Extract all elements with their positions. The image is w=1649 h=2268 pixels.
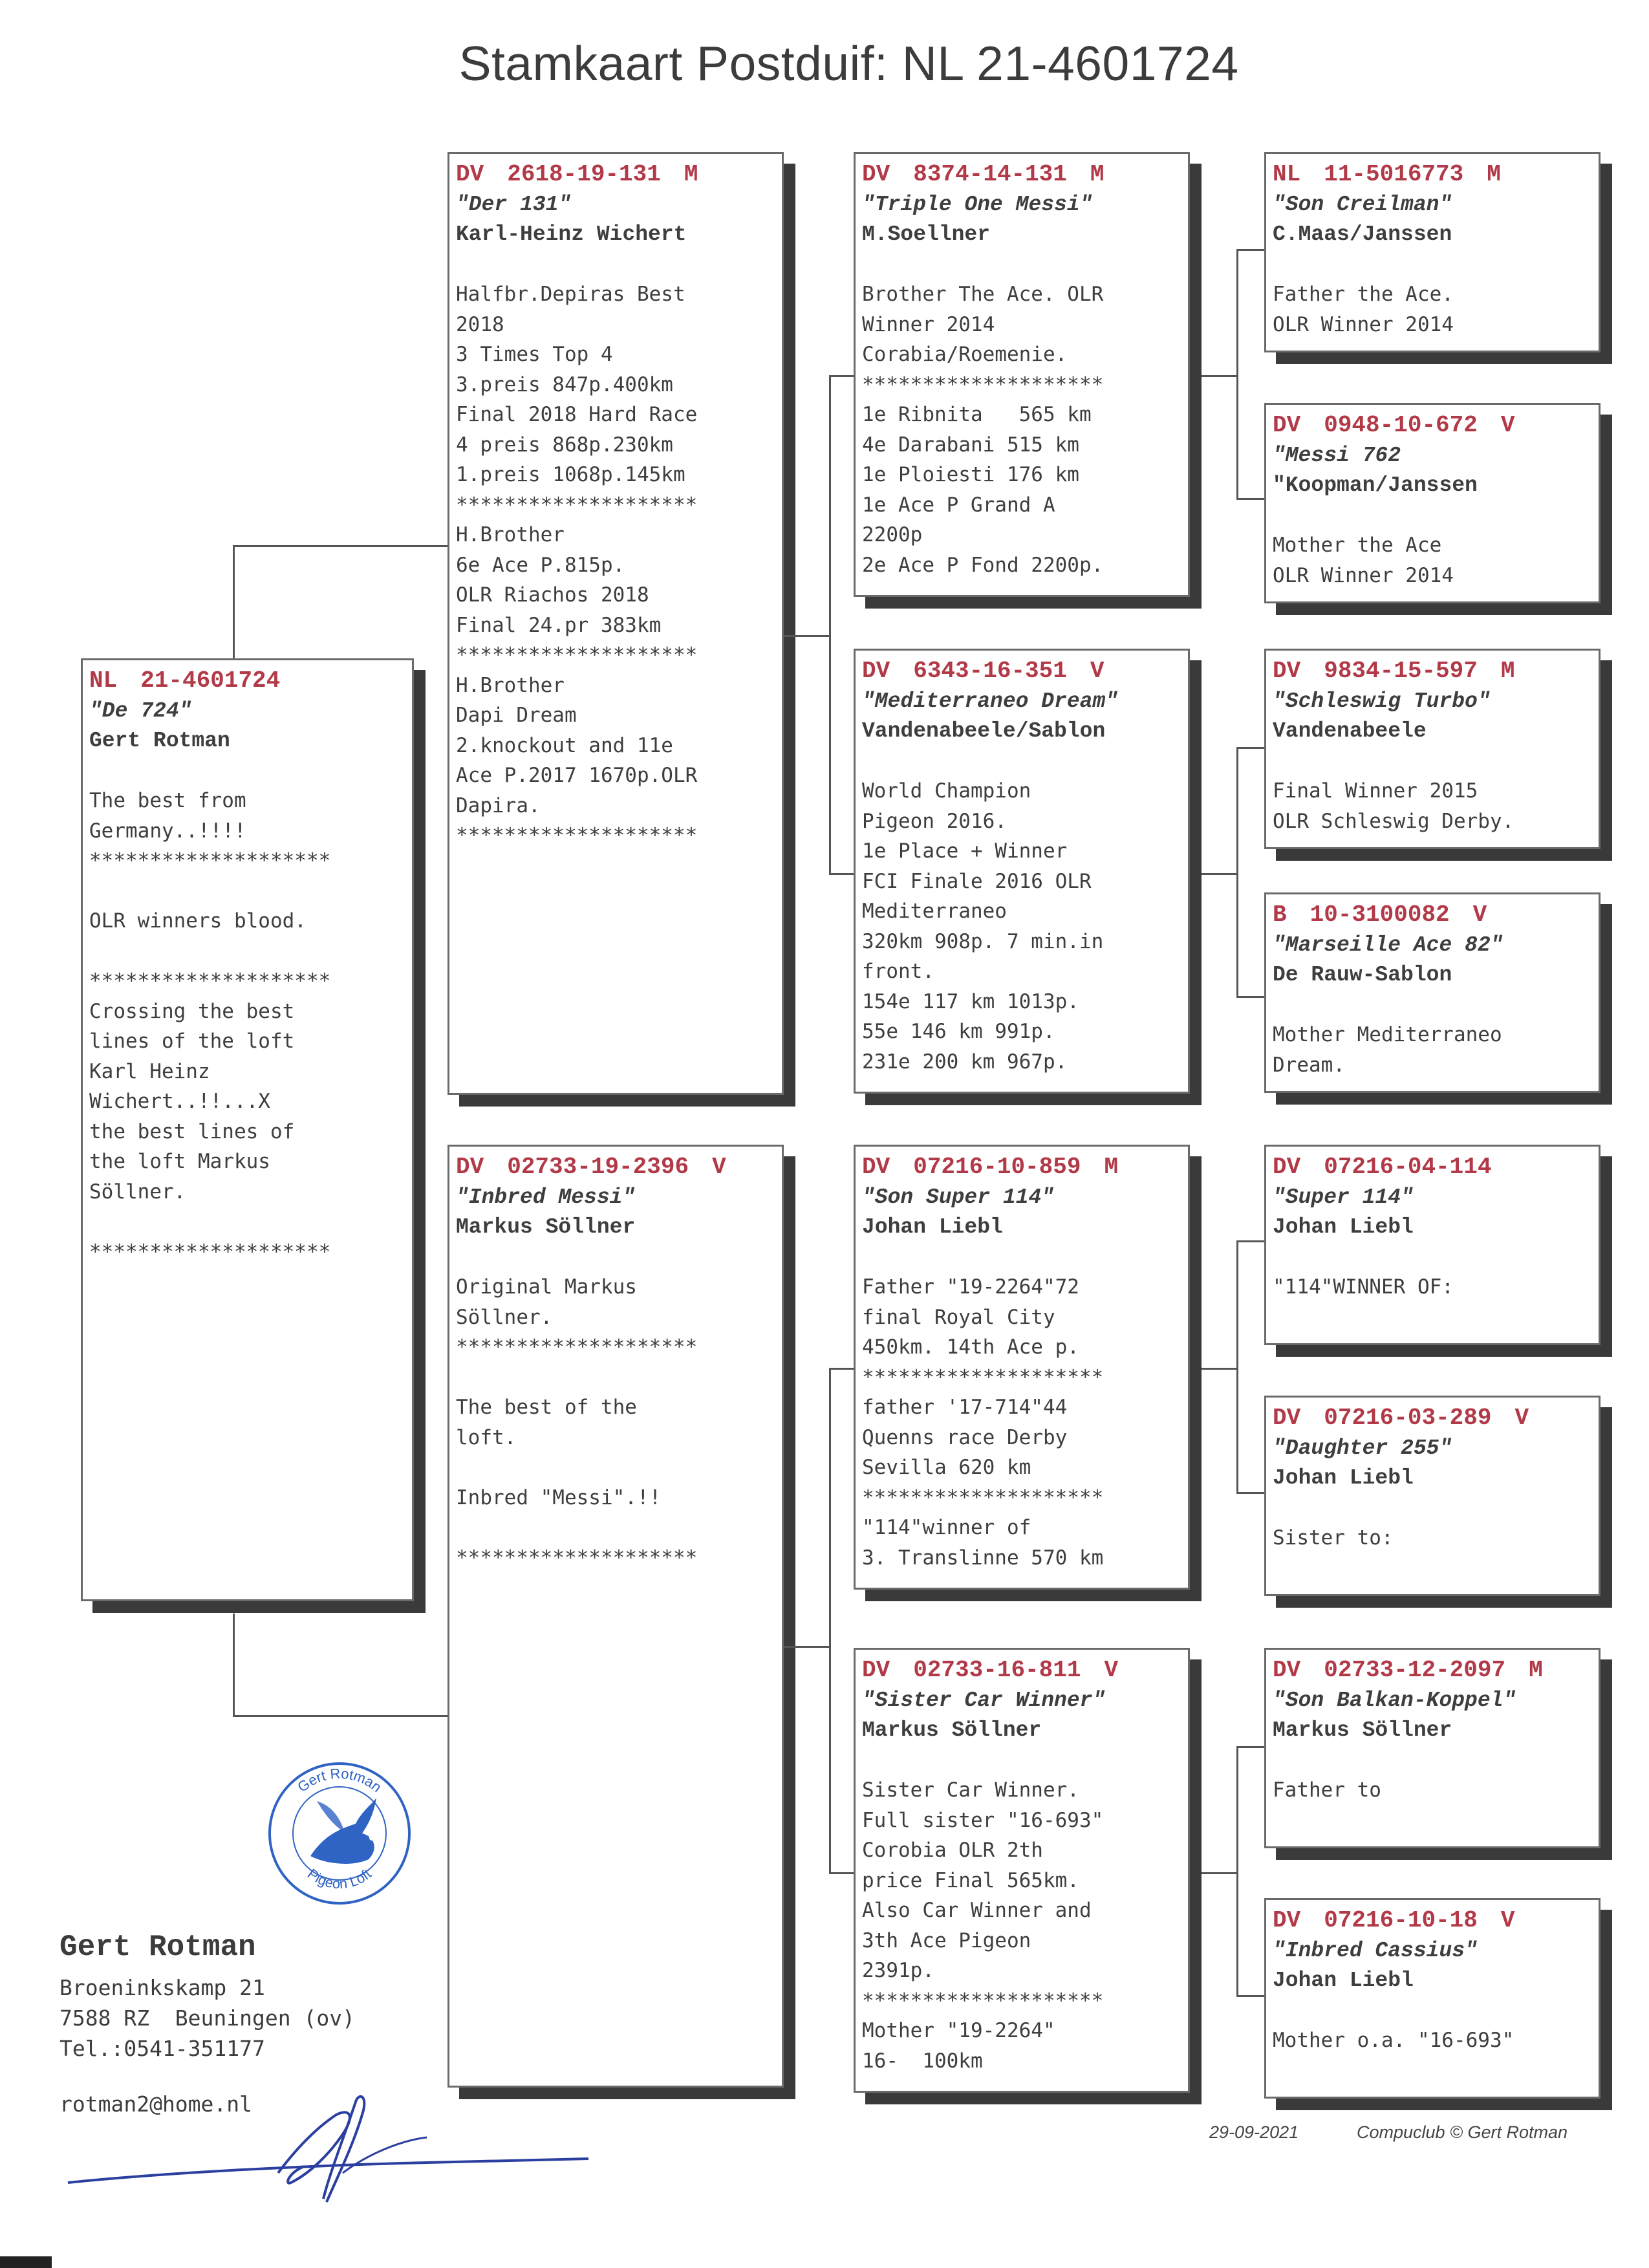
pigeon-name: "De 724" <box>89 699 192 723</box>
note-line: ******************** <box>456 824 698 847</box>
breeder-address <box>59 1972 355 2064</box>
note-line: loft. <box>456 1425 517 1449</box>
pedigree-card-fmf <box>1264 649 1600 849</box>
note-line: OLR Winner 2014 <box>1273 563 1454 587</box>
note-line: 3th Ace Pigeon <box>862 1928 1031 1952</box>
ring-country: DV <box>862 658 890 684</box>
note-line <box>89 936 405 967</box>
ring-ring: 8374-14-131 <box>913 161 1067 188</box>
pigeon-name: "Der 131" <box>456 193 572 217</box>
ring-sex: V <box>1104 1657 1119 1683</box>
pigeon-name: "Son Creilman" <box>1273 193 1452 217</box>
note-line: H.Brother <box>456 673 565 697</box>
note-line: Mother the Ace <box>1273 534 1442 557</box>
pedigree-card-fff <box>1264 152 1600 352</box>
note-line: Sister to: <box>1273 1526 1394 1550</box>
note-line: The best of the <box>456 1396 637 1419</box>
note-line: H.Brother <box>456 523 565 546</box>
note-line: front. <box>862 960 934 983</box>
pigeon-owner: Karl-Heinz Wichert <box>456 222 687 246</box>
note-line: Sister Car Winner. <box>862 1778 1079 1802</box>
note-line: the loft Markus <box>89 1150 270 1173</box>
note-line: ******************** <box>89 1240 331 1264</box>
note-line: OLR Riachos 2018 <box>456 583 649 607</box>
connector-line <box>1236 1746 1238 1995</box>
stamp-top-text: Gert Rotman <box>294 1765 385 1796</box>
ring-country: DV <box>862 161 890 188</box>
connector-line <box>233 1614 235 1715</box>
connector-line <box>233 1715 447 1717</box>
note-line: Pigeon 2016. <box>862 809 1007 833</box>
note-line <box>456 1453 775 1483</box>
note-line: Brother The Ace. OLR <box>862 283 1104 306</box>
connector-line <box>1236 1746 1264 1748</box>
address-line: 7588 RZ Beuningen (ov) <box>59 2005 355 2031</box>
pigeon-name: "Son Balkan-Koppel" <box>1273 1689 1516 1712</box>
pigeon-notes <box>862 1775 1181 2076</box>
ring-header <box>1273 159 1592 190</box>
note-line: OLR winners blood. <box>89 909 307 933</box>
note-line: 55e 146 km 991p. <box>862 1020 1055 1043</box>
pigeon-name: "Super 114" <box>1273 1185 1414 1209</box>
ring-sex: V <box>1500 412 1515 438</box>
note-line: Wichert..!!...X <box>89 1090 270 1113</box>
note-line: ******************** <box>862 1989 1104 2013</box>
ring-sex: M <box>1090 161 1105 188</box>
pigeon-name: "Son Super 114" <box>862 1185 1055 1209</box>
note-line: Crossing the best <box>89 999 295 1023</box>
connector-line <box>1202 1872 1236 1874</box>
connector-line <box>784 1646 829 1648</box>
note-line: 1.preis 1068p.145km <box>456 463 685 486</box>
ring-header <box>1273 1152 1592 1183</box>
note-line: Quenns race Derby <box>862 1425 1068 1449</box>
note-line: Dream. <box>1273 1053 1345 1077</box>
pigeon-notes <box>1273 2025 1592 2056</box>
note-line: OLR Schleswig Derby. <box>1273 809 1514 833</box>
ring-ring: 02733-16-811 <box>913 1657 1081 1683</box>
ring-country: DV <box>862 1657 890 1683</box>
ring-country: DV <box>456 161 484 188</box>
note-line: The best from <box>89 789 246 812</box>
note-line: Karl Heinz <box>89 1059 210 1083</box>
ring-sex: M <box>684 161 698 188</box>
pigeon-name: "Schleswig Turbo" <box>1273 689 1491 713</box>
connector-line <box>1236 747 1238 996</box>
note-line: World Champion <box>862 779 1031 803</box>
note-line: 1e Ploiesti 176 km <box>862 463 1079 486</box>
pedigree-card-ff <box>854 152 1190 597</box>
note-line <box>456 1513 775 1543</box>
note-line: Corobia OLR 2th <box>862 1839 1043 1862</box>
note-line: Original Markus <box>456 1275 637 1299</box>
ring-header <box>1273 1905 1592 1936</box>
ring-ring: 02733-19-2396 <box>507 1154 689 1180</box>
pigeon-notes <box>456 279 775 851</box>
connector-line <box>829 1872 854 1874</box>
ring-country: DV <box>1273 1405 1301 1431</box>
ring-ring: 02733-12-2097 <box>1324 1657 1506 1683</box>
note-line: Corabia/Roemenie. <box>862 343 1068 366</box>
note-line: 1e Place + Winner <box>862 839 1068 863</box>
pedigree-card-mmm <box>1264 1898 1600 2099</box>
note-line: the best lines of <box>89 1119 295 1143</box>
note-line: Mother Mediterraneo <box>1273 1023 1502 1046</box>
connector-line <box>829 1368 854 1370</box>
pedigree-card-main <box>81 658 414 1601</box>
ring-country: DV <box>1273 1657 1301 1683</box>
pedigree-card-father <box>447 152 784 1095</box>
pigeon-notes <box>89 786 405 1267</box>
pigeon-name: "Inbred Messi" <box>456 1185 636 1209</box>
pedigree-card-mfm <box>1264 1396 1600 1596</box>
note-line: 1e Ace P Grand A <box>862 493 1055 517</box>
ring-header <box>862 656 1181 687</box>
pigeon-notes <box>1273 1272 1592 1302</box>
ring-header <box>456 1152 775 1183</box>
note-line: Winner 2014 <box>862 312 995 336</box>
note-line: Full sister "16-693" <box>862 1808 1104 1832</box>
note-line: 2.knockout and 11e <box>456 733 673 757</box>
ring-country: DV <box>1273 1154 1301 1180</box>
ring-sex: M <box>1529 1657 1543 1683</box>
ring-country: NL <box>89 667 118 694</box>
note-line: lines of the loft <box>89 1030 295 1053</box>
note-line: Father "19-2264"72 <box>862 1275 1079 1299</box>
pigeon-owner: Markus Söllner <box>1273 1718 1452 1742</box>
pedigree-card-mff <box>1264 1145 1600 1345</box>
ring-header <box>456 159 775 190</box>
ring-sex: M <box>1500 658 1515 684</box>
note-line <box>89 876 405 907</box>
note-line: 154e 117 km 1013p. <box>862 989 1079 1013</box>
ring-ring: 07216-10-859 <box>913 1154 1081 1180</box>
ring-header <box>1273 900 1592 931</box>
pigeon-notes <box>1273 1523 1592 1553</box>
note-line: 2e Ace P Fond 2200p. <box>862 553 1104 577</box>
connector-line <box>829 873 854 875</box>
note-line <box>89 1207 405 1237</box>
ring-sex: V <box>1500 1907 1515 1934</box>
pigeon-notes <box>862 279 1181 580</box>
note-line: 450km. 14th Ace p. <box>862 1335 1079 1359</box>
ring-header <box>1273 1655 1592 1686</box>
pigeon-owner: M.Soellner <box>862 222 991 246</box>
note-line: Söllner. <box>89 1180 186 1204</box>
ring-header <box>862 159 1181 190</box>
note-line: OLR Winner 2014 <box>1273 312 1454 336</box>
address-line: Broeninkskamp 21 <box>59 1975 265 2000</box>
note-line: ******************** <box>862 1365 1104 1389</box>
pigeon-name: "Mediterraneo Dream" <box>862 689 1119 713</box>
ring-country: DV <box>1273 1907 1301 1934</box>
pedigree-card-mm <box>854 1648 1190 2093</box>
ring-country: DV <box>1273 658 1301 684</box>
note-line: Germany..!!!! <box>89 819 246 843</box>
connector-line <box>1202 1368 1236 1370</box>
pigeon-notes <box>1273 530 1592 590</box>
note-line: Final 24.pr 383km <box>456 613 662 637</box>
note-line: ******************** <box>89 849 331 872</box>
pigeon-notes <box>456 1272 775 1573</box>
note-line: Dapira. <box>456 794 541 817</box>
note-line: Dapi Dream <box>456 704 577 727</box>
ring-country: B <box>1273 902 1287 928</box>
note-line: "114"winner of <box>862 1516 1031 1539</box>
pigeon-owner: Gert Rotman <box>89 729 230 753</box>
pigeon-owner: Vandenabeele/Sablon <box>862 719 1106 743</box>
note-line: Mediterraneo <box>862 900 1007 923</box>
note-line: Final Winner 2015 <box>1273 779 1478 803</box>
ring-ring: 07216-03-289 <box>1324 1405 1492 1431</box>
note-line: 231e 200 km 967p. <box>862 1050 1068 1074</box>
note-line: Also Car Winner and <box>862 1899 1092 1922</box>
pigeon-owner: Johan Liebl <box>862 1215 1003 1239</box>
connector-line <box>1236 1240 1264 1242</box>
ring-header <box>1273 1403 1592 1434</box>
pigeon-name: "Triple One Messi" <box>862 193 1093 217</box>
ring-ring: 07216-10-18 <box>1324 1907 1478 1934</box>
pigeon-owner: Johan Liebl <box>1273 1466 1414 1490</box>
ring-sex: V <box>1514 1405 1529 1431</box>
ring-ring: 9834-15-597 <box>1324 658 1478 684</box>
note-line: Ace P.2017 1670p.OLR <box>456 764 698 787</box>
note-line: 3.preis 847p.400km <box>456 373 673 396</box>
connector-line <box>829 375 854 377</box>
pedigree-card-ffm <box>1264 403 1600 603</box>
note-line: 320km 908p. 7 min.in <box>862 929 1104 953</box>
connector-line <box>1236 498 1264 500</box>
note-line: Inbred "Messi".!! <box>456 1485 662 1509</box>
ring-sex: V <box>1090 658 1105 684</box>
pigeon-name: "Inbred Cassius" <box>1273 1939 1478 1963</box>
ring-header <box>862 1655 1181 1686</box>
pigeon-name: "Marseille Ace 82" <box>1273 933 1503 957</box>
ring-sex: M <box>1487 161 1501 188</box>
note-line: 2018 <box>456 312 504 336</box>
note-line: ******************** <box>862 1485 1104 1509</box>
ring-sex: V <box>712 1154 726 1180</box>
pedigree-card-fm <box>854 649 1190 1094</box>
note-line: ******************** <box>456 1546 698 1570</box>
note-line <box>456 1363 775 1393</box>
pigeon-owner: Johan Liebl <box>1273 1215 1414 1239</box>
note-line: 4e Darabani 515 km <box>862 433 1079 457</box>
page-title: Stamkaart Postduif: NL 21-4601724 <box>458 36 1239 91</box>
pigeon-owner: Vandenabeele <box>1273 719 1427 743</box>
note-line: Mother o.a. "16-693" <box>1273 2029 1514 2052</box>
note-line: Mother "19-2264" <box>862 2019 1055 2042</box>
stamp-bottom-text: Pigeon Loft <box>304 1865 375 1892</box>
note-line: ******************** <box>456 643 698 667</box>
ring-ring: 2618-19-131 <box>507 161 661 188</box>
pigeon-notes <box>1273 279 1592 340</box>
pigeon-owner: C.Maas/Janssen <box>1273 222 1452 246</box>
pedigree-card-mother <box>447 1145 784 2088</box>
note-line: final Royal City <box>862 1305 1055 1329</box>
pigeon-name: "Messi 762 <box>1273 444 1401 468</box>
ring-ring: 21-4601724 <box>140 667 281 694</box>
connector-line <box>829 1368 831 1872</box>
ring-country: DV <box>456 1154 484 1180</box>
pedigree-card-mf <box>854 1145 1190 1590</box>
pedigree-card-mmf <box>1264 1648 1600 1848</box>
pigeon-name: "Daughter 255" <box>1273 1436 1452 1460</box>
pigeon-owner: Markus Söllner <box>456 1215 636 1239</box>
note-line: Halfbr.Depiras Best <box>456 283 685 306</box>
connector-line <box>784 635 829 637</box>
note-line: Father the Ace. <box>1273 283 1454 306</box>
ring-sex: M <box>1104 1154 1119 1180</box>
ring-country: NL <box>1273 161 1301 188</box>
pigeon-owner: De Rauw-Sablon <box>1273 963 1452 987</box>
pigeon-notes <box>1273 1775 1592 1806</box>
ring-ring: 6343-16-351 <box>913 658 1067 684</box>
ring-header <box>89 665 405 697</box>
note-line: 3 Times Top 4 <box>456 343 613 366</box>
note-line: Father to <box>1273 1778 1381 1802</box>
note-line: ******************** <box>862 373 1104 396</box>
pigeon-notes <box>1273 776 1592 836</box>
ring-country: DV <box>862 1154 890 1180</box>
note-line: "114"WINNER OF: <box>1273 1275 1454 1299</box>
breeder-name: Gert Rotman <box>59 1930 256 1964</box>
note-line: Final 2018 Hard Race <box>456 403 698 426</box>
scan-edge <box>0 2256 52 2268</box>
connector-line <box>829 375 831 873</box>
handwritten-signature <box>65 2076 595 2205</box>
ring-country: DV <box>1273 412 1301 438</box>
connector-line <box>1236 249 1264 251</box>
connector-line <box>233 545 235 658</box>
connector-line <box>1236 1995 1264 1997</box>
connector-line <box>1236 1240 1238 1492</box>
note-line: 3. Translinne 570 km <box>862 1546 1104 1570</box>
connector-line <box>1236 747 1264 749</box>
connector-line <box>233 545 447 547</box>
note-line: FCI Finale 2016 OLR <box>862 869 1092 893</box>
note-line: ******************** <box>456 493 698 517</box>
pigeon-owner: "Koopman/Janssen <box>1273 473 1478 497</box>
connector-line <box>1236 249 1238 498</box>
pedigree-card-fmm <box>1264 892 1600 1093</box>
ring-header <box>1273 656 1592 687</box>
ring-sex: V <box>1472 902 1487 928</box>
note-line: 2391p. <box>862 1959 934 1982</box>
note-line: price Final 565km. <box>862 1868 1079 1892</box>
ring-header <box>1273 410 1592 441</box>
ring-ring: 10-3100082 <box>1310 902 1450 928</box>
connector-line <box>1236 996 1264 998</box>
loft-stamp <box>265 1759 414 1908</box>
pigeon-owner: Johan Liebl <box>1273 1969 1414 1993</box>
pigeon-name: "Sister Car Winner" <box>862 1689 1106 1712</box>
pigeon-owner: Markus Söllner <box>862 1718 1042 1742</box>
pigeon-icon <box>310 1798 376 1864</box>
pigeon-notes <box>862 1272 1181 1573</box>
note-line: 4 preis 868p.230km <box>456 433 673 457</box>
note-line: Sevilla 620 km <box>862 1456 1031 1479</box>
note-line: ******************** <box>89 969 331 993</box>
print-date: 29-09-2021 <box>1209 2122 1299 2142</box>
phone-line: Tel.:0541-351177 <box>59 2036 265 2061</box>
software-credit: Compuclub © Gert Rotman <box>1357 2122 1568 2142</box>
connector-line <box>1236 1492 1264 1494</box>
ring-ring: 11-5016773 <box>1324 161 1464 188</box>
note-line: ******************** <box>456 1335 698 1359</box>
ring-header <box>862 1152 1181 1183</box>
pigeon-notes <box>1273 1020 1592 1080</box>
pigeon-notes <box>862 776 1181 1077</box>
breeder-email[interactable]: rotman2@home.nl <box>59 2091 253 2117</box>
note-line: 1e Ribnita 565 km <box>862 403 1092 426</box>
note-line: 2200p <box>862 523 923 546</box>
note-line: 6e Ace P.815p. <box>456 553 625 577</box>
note-line: 16- 100km <box>862 2049 983 2073</box>
note-line: father '17-714"44 <box>862 1396 1068 1419</box>
ring-ring: 07216-04-114 <box>1324 1154 1492 1180</box>
ring-ring: 0948-10-672 <box>1324 412 1478 438</box>
connector-line <box>1202 873 1236 875</box>
connector-line <box>1202 375 1236 377</box>
note-line: Söllner. <box>456 1305 553 1329</box>
